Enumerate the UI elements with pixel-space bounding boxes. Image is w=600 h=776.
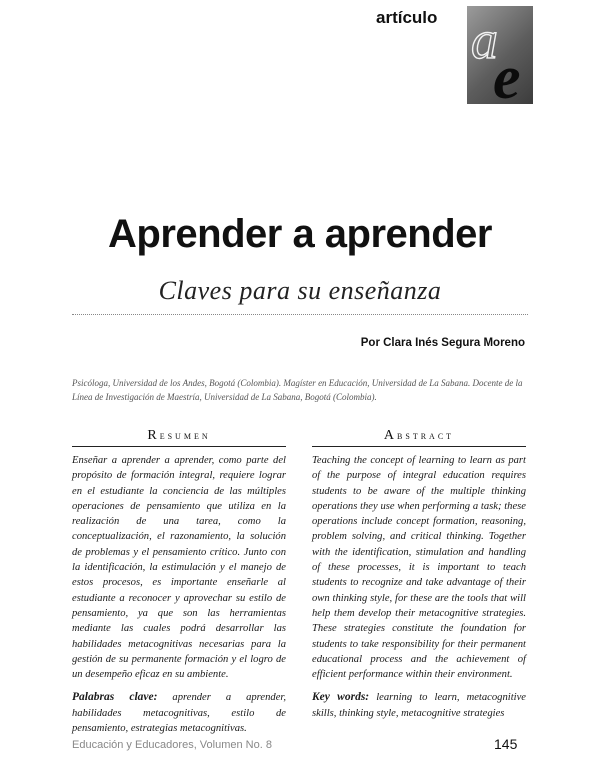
ae-logo-icon	[467, 6, 533, 104]
abstract-heading: Abstract	[312, 428, 526, 447]
article-subtitle: Claves para su enseñanza	[158, 276, 442, 305]
author-byline: Por Clara Inés Segura Moreno	[360, 337, 525, 349]
resumen-keywords-text: aprender a aprender, habilidades metacognitivas, estilo de pensamiento, estrategias metacognitivas.	[72, 692, 286, 735]
abstract-keywords-label: Key words:	[312, 691, 370, 704]
page-number: 145	[494, 736, 518, 752]
resumen-keywords-label: Palabras clave:	[72, 691, 158, 704]
svg-text:e: e	[493, 44, 521, 104]
svg-text:a: a	[471, 10, 498, 70]
resumen-column	[72, 428, 286, 736]
resumen-keywords	[72, 690, 286, 736]
article-title: Aprender a aprender	[108, 212, 492, 256]
footer-journal: Educación y Educadores, Volumen No. 8	[72, 739, 272, 751]
abstract-keywords-text: learning to learn, metacognitive skills, thinking style, metacognitive strategies	[312, 692, 526, 719]
resumen-heading: Resumen	[72, 428, 286, 447]
title-divider	[72, 314, 528, 315]
author-affiliation: Psicóloga, Universidad de los Andes, Bogotá (Colombia). Magíster en Educación, Universidad de La Sabana. Docente de la Línea de Investigación de Maestría, Universidad de La Sabana, Bogotá (Colombia).	[72, 378, 523, 402]
journal-logo	[467, 6, 533, 104]
section-label: artículo	[376, 8, 438, 27]
resumen-text: Enseñar a aprender a aprender, como parte del propósito de formación integral, requiere lograr en el estudiante la conciencia de las múltiples operaciones de pensamiento que utiliza en la realización de una tarea, como la conceptualización, el razonamiento, la solución de problemas y el pensamiento crítico. Junto con la identificación, la estimulación y el manejo de estos procesos, es importante enseñarle al estudiante a reconocer y aprovechar su estilo de pensamiento, ya que son las herramientas mediante las cuales podrá desarrollar las habilidades metacognitivas necesarias para la gestión de su permanente formación y el logro de un desempeño eficaz en su ambiente.	[72, 455, 286, 681]
abstract-text: Teaching the concept of learning to learn as part of the purpose of integral education requires students to be aware of the multiple thinking operations they use when performing a task; these operations include concept formation, reasoning, problem solving, and critical thinking. Together with the identification, stimulation and handling of these processes, it is important to teach students to recognize and take advantage of their own thinking style, for these are the tools that will help them develop their metacognitive strategies. These strategies constitute the foundation for students to take responsibility for their permanent educational process and the achievement of efficient performance within their environment.	[312, 455, 526, 681]
abstract-keywords	[312, 690, 526, 721]
abstract-column	[312, 428, 526, 721]
